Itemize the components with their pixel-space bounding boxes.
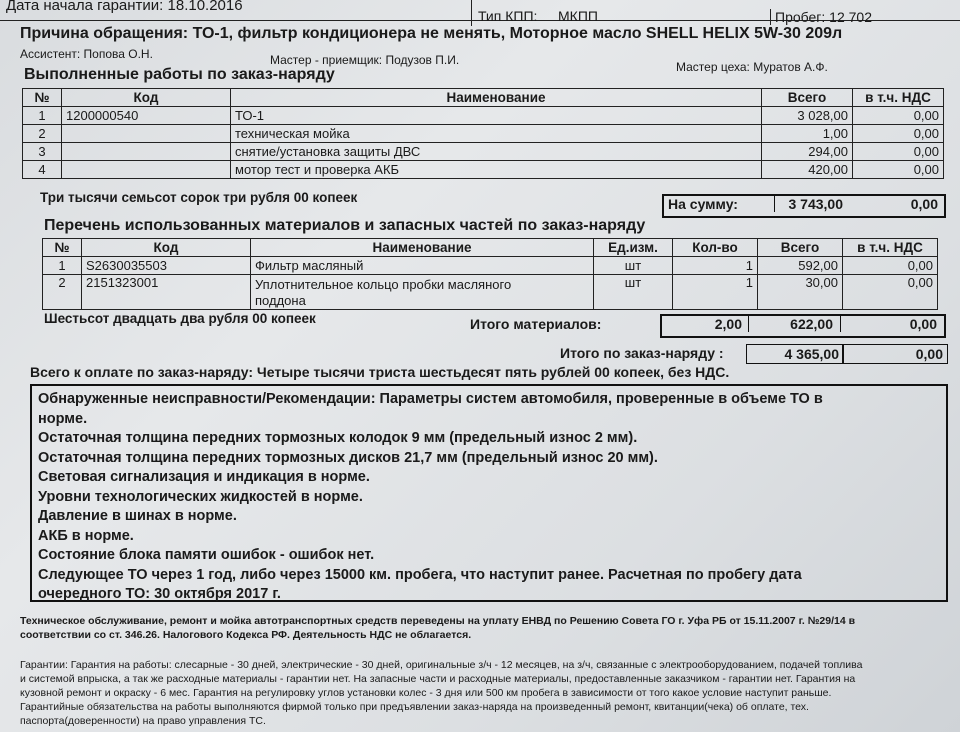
col-qty: Кол-во [673,239,758,257]
warranty-line: Гарантии: Гарантия на работы: слесарные - 30 дней, электрические - 30 дней, оригинальные з/ч - 12 месяцев, на з/ч, связанные с электрооборудованием, подачей топлива [20,659,863,671]
col-total: Всего [758,239,843,257]
row-code [62,125,231,143]
row-name: мотор тест и проверка АКБ [231,161,762,179]
mileage: Пробег: 12 702 [770,9,872,25]
row-code [62,143,231,161]
row-number: 1 [23,107,62,125]
row-vat: 0,00 [843,275,938,310]
materials-table [42,238,938,310]
tax-note-line: соответствии со ст. 346.26. Налогового Кодекса РФ. Деятельность НДС не облагается. [20,629,472,641]
works-sum-label: На сумму: [668,196,738,212]
row-vat: 0,00 [853,143,944,161]
recommendation-line: Уровни технологических жидкостей в норме. [38,488,363,505]
row-code: S2630035503 [82,257,251,275]
gearbox-label: Тип КПП: [478,8,538,24]
recommendation-line: Остаточная толщина передних тормозных дисков 21,7 мм (предельный износ 20 мм). [38,449,658,466]
recommendation-line: Состояние блока памяти ошибок - ошибок нет. [38,547,375,563]
row-total: 30,00 [758,275,843,310]
recommendation-line: Обнаруженные неисправности/Рекомендации: Параметры систем автомобиля, проверенные в объеме ТО в [38,391,823,407]
table-row [23,107,944,125]
tax-note-line: Техническое обслуживание, ремонт и мойка автотранспортных средств переведены на уплату ЕНВД по Решению Совета ГО г. Уфа РБ от 15.11.2007 г. №29/14 в [20,615,856,627]
row-name [251,275,594,310]
order-total-words: Всего к оплате по заказ-наряду: Четыре тысячи триста шестьдесят пять рублей 00 копеек, без НДС. [30,364,730,380]
row-code [62,161,231,179]
col-name: Наименование [231,89,762,107]
row-number: 1 [43,257,82,275]
table-row [43,275,938,310]
order-total-label: Итого по заказ-наряду : [560,345,724,361]
recommendation-line: Следующее ТО через 1 год, либо через 15000 км. пробега, что наступит ранее. Расчетная по пробегу дата [38,566,802,583]
recommendation-line: Остаточная толщина передних тормозных колодок 9 мм (предельный износ 2 мм). [38,430,638,446]
gearbox-value: МКПП [558,8,598,24]
warranty-line: паспорта(доверенности) на право управления ТС. [20,715,266,727]
assistant: Ассистент: Попова О.Н. [20,47,153,61]
works-title: Выполненные работы по заказ-наряду [24,66,335,83]
works-sum-vat: 0,00 [910,196,938,212]
row-name-line2: поддона [255,293,306,308]
row-vat: 0,00 [853,107,944,125]
row-unit: шт [594,257,673,275]
table-row [23,143,944,161]
warranty-start-date: Дата начала гарантии: 18.10.2016 [6,0,243,14]
row-vat: 0,00 [843,257,938,275]
col-unit: Ед.изм. [594,239,673,257]
col-total: Всего [762,89,853,107]
col-code: Код [62,89,231,107]
row-unit: шт [594,275,673,310]
row-vat: 0,00 [853,161,944,179]
recommendation-line: АКБ в норме. [38,527,134,544]
row-name: Фильтр масляный [251,257,594,275]
materials-sum-qty: 2,00 [714,316,742,332]
materials-sum-vat: 0,00 [840,316,937,332]
warranty-line: и системой впрыска, а так же расходные материалы - гарантии нет. На запасные части и расходные материалы, предоставленные заказчиком - гарантии нет. Гарантия на [20,673,856,685]
col-code: Код [82,239,251,257]
warranty-line: кузовной ремонт и окраску - 6 мес. Гарантия на регулировку углов установки колес - 3 дня или 500 км пробега в зависимости от того какое условие наступит раньше. [20,687,832,699]
col-n: № [43,239,82,257]
shop-master: Мастер цеха: Муратов А.Ф. [676,60,828,74]
row-number: 2 [43,275,82,310]
recommendation-line: норме. [38,410,88,427]
row-total: 420,00 [762,161,853,179]
row-number: 3 [23,143,62,161]
warranty-line: Гарантийные обязательства на работы выполняются фирмой только при предъявлении заказ-наряда на произведенный ремонт, квитанции(чека) об оплате, тех. [20,701,809,713]
col-n: № [23,89,62,107]
works-table [22,88,944,179]
row-name: ТО-1 [231,107,762,125]
row-code: 1200000540 [62,107,231,125]
row-total: 1,00 [762,125,853,143]
recommendation-line: Давление в шинах в норме. [38,508,237,524]
col-name: Наименование [251,239,594,257]
materials-sum-words: Шестьсот двадцать два рубля 00 копеек [44,311,316,326]
visit-reason: Причина обращения: ТО-1, фильтр кондиционера не менять, Моторное масло SHELL HELIX 5W-30 209л [20,25,843,42]
table-row [23,125,944,143]
materials-title: Перечень использованных материалов и запасных частей по заказ-наряду [44,217,646,234]
row-vat: 0,00 [853,125,944,143]
order-total-vat: 0,00 [842,344,948,364]
row-name-line1: Уплотнительное кольцо пробки масляного [255,277,512,292]
works-sum-words: Три тысячи семьсот сорок три рубля 00 копеек [40,190,358,205]
recommendation-line: очередного ТО: 30 октября 2017 г. [38,586,281,602]
table-row [23,161,944,179]
row-name: снятие/установка защиты ДВС [231,143,762,161]
order-total-value: 4 365,00 [746,344,844,364]
col-vat: в т.ч. НДС [843,239,938,257]
materials-sum-total: 622,00 [748,316,833,332]
row-qty: 1 [673,275,758,310]
col-vat: в т.ч. НДС [853,89,944,107]
materials-sum-label: Итого материалов: [470,316,602,332]
works-sum-total: 3 743,00 [774,196,843,212]
row-name: техническая мойка [231,125,762,143]
row-code: 2151323001 [82,275,251,310]
row-total: 294,00 [762,143,853,161]
row-qty: 1 [673,257,758,275]
row-number: 2 [23,125,62,143]
recommendations-box [30,384,948,602]
reception-master: Мастер - приемщик: Подузов П.И. [270,53,460,67]
row-total: 3 028,00 [762,107,853,125]
row-number: 4 [23,161,62,179]
table-row [43,257,938,275]
recommendation-line: Световая сигнализация и индикация в норме. [38,469,370,485]
row-total: 592,00 [758,257,843,275]
